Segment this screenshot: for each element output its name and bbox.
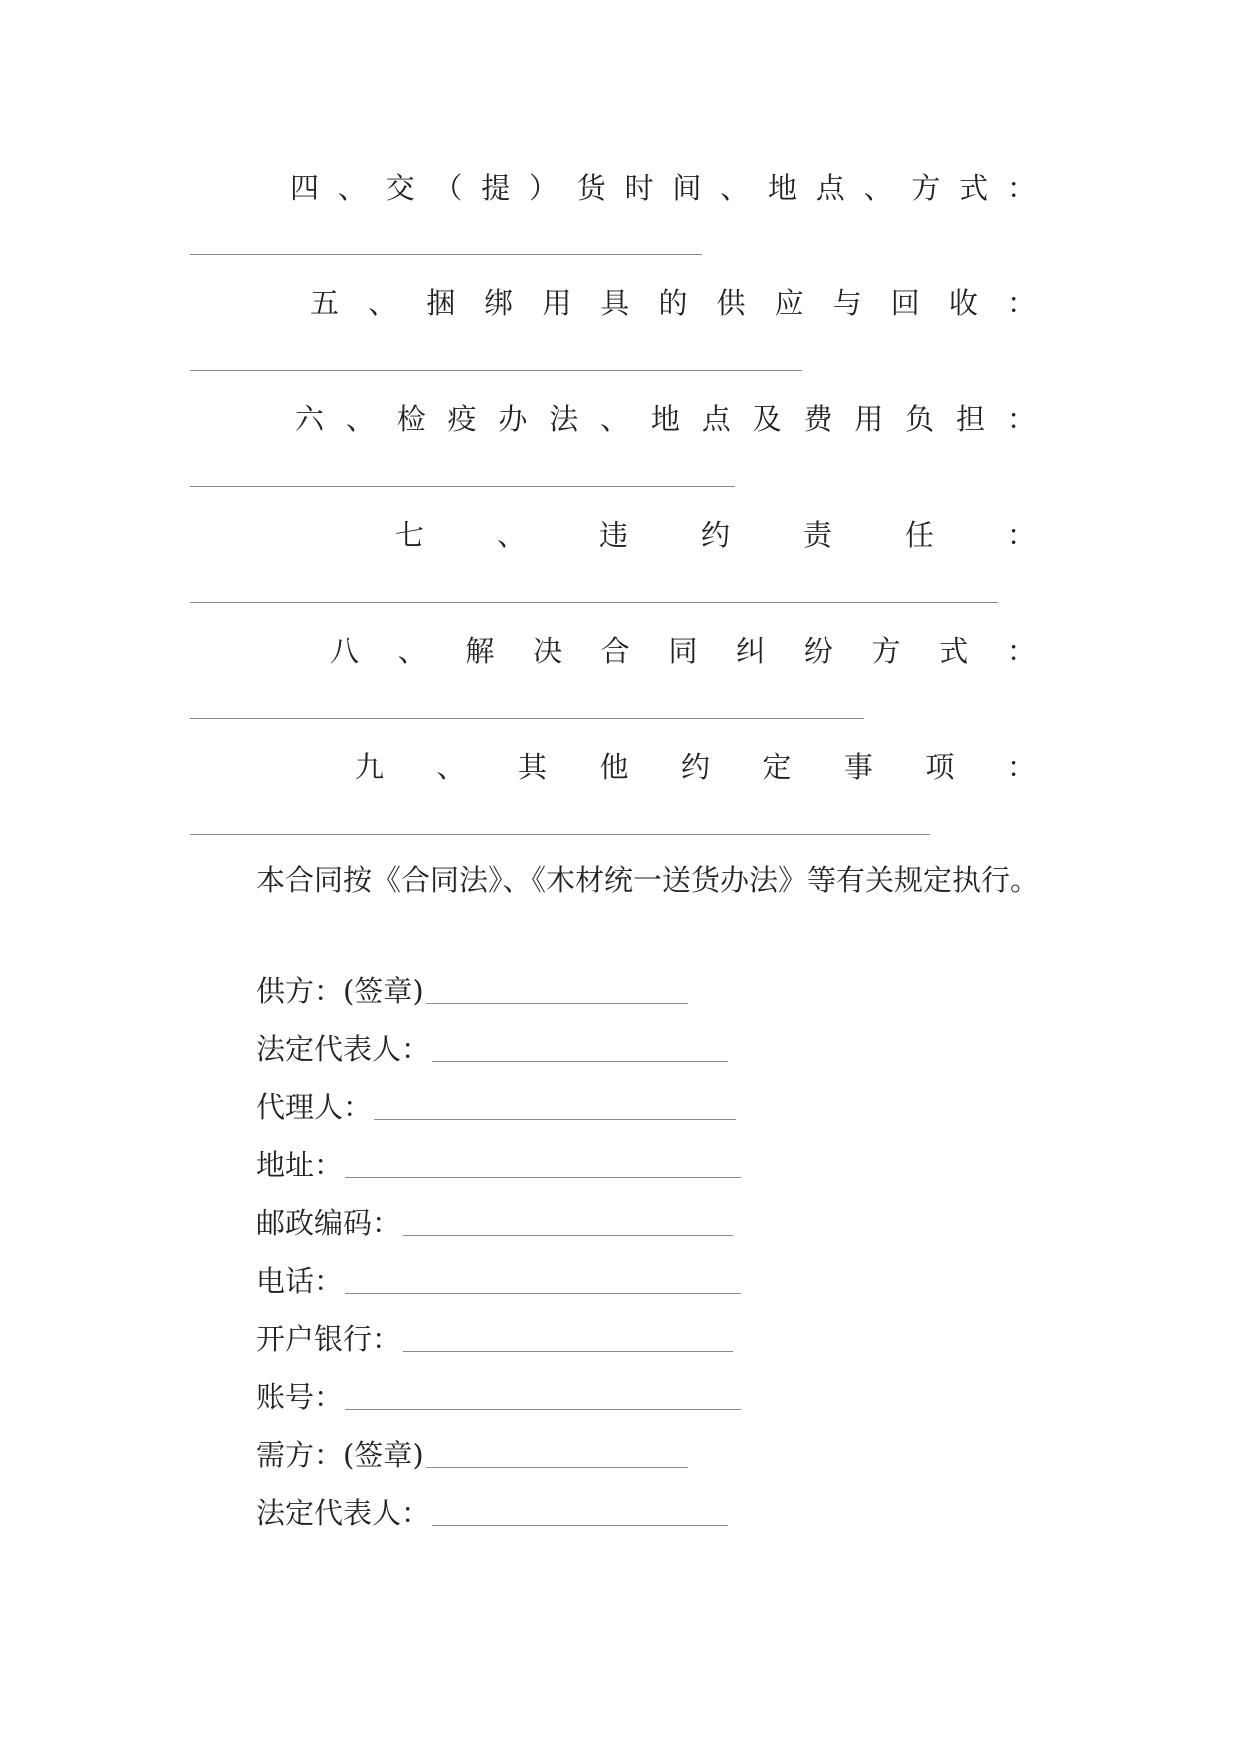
agent-field (256, 1086, 736, 1126)
address-field (256, 1144, 741, 1184)
clause-char: 办 (498, 401, 528, 436)
address-blank[interactable] (345, 1177, 741, 1178)
clause-char: 八 (330, 633, 360, 668)
legal-basis-paragraph: 本合同按《合同法》、《木材统一送货办法》等有关规定执行。 (256, 863, 1040, 897)
clause-char: 项 (925, 749, 955, 784)
clause-char: ： (1006, 633, 1036, 668)
clause-char: ： (1006, 749, 1036, 784)
clause-eight-blank[interactable] (190, 718, 864, 719)
phone-blank[interactable] (345, 1293, 741, 1294)
clause-char: 的 (658, 285, 688, 320)
buyer-legal-rep-label: 法定代表人： (256, 1496, 431, 1530)
agent-label: 代理人： (256, 1090, 373, 1124)
bank-blank[interactable] (403, 1351, 733, 1352)
clause-char: 、 (345, 401, 375, 436)
clause-char: 供 (716, 285, 746, 320)
account-label: 账号： (256, 1380, 344, 1414)
clause-char: 、 (337, 170, 367, 205)
supplier-signature-field (256, 970, 688, 1010)
clause-char: 用 (542, 285, 572, 320)
clause-char: 他 (599, 749, 629, 784)
phone-label: 电话： (256, 1264, 344, 1298)
clause-six-heading (295, 397, 1036, 437)
clause-char: 捆 (426, 285, 456, 320)
clause-char: 与 (832, 285, 862, 320)
clause-char: 式 (939, 633, 969, 668)
clause-eight-heading (330, 629, 1036, 669)
clause-char: 及 (752, 401, 782, 436)
clause-char: 事 (843, 749, 873, 784)
clause-char: 间 (672, 170, 702, 205)
clause-char: 任 (904, 517, 934, 552)
clause-char: 费 (803, 401, 833, 436)
clause-char: ： (1006, 285, 1036, 320)
clause-four-heading (290, 166, 1036, 206)
clause-char: ： (1006, 401, 1036, 436)
clause-char: 纠 (736, 633, 766, 668)
clause-char: 合 (600, 633, 630, 668)
clause-seven-blank[interactable] (190, 602, 998, 603)
clause-five-blank[interactable] (190, 370, 802, 371)
clause-char: 具 (600, 285, 630, 320)
clause-char: 解 (465, 633, 495, 668)
clause-char: 纷 (803, 633, 833, 668)
clause-char: 交 (385, 170, 415, 205)
buyer-signature-label: 需方：(签章) (256, 1438, 424, 1472)
clause-char: 时 (624, 170, 654, 205)
buyer-legal-rep-blank[interactable] (432, 1525, 728, 1526)
clause-char: 、 (863, 170, 893, 205)
agent-blank[interactable] (374, 1119, 736, 1120)
clause-five-heading (310, 281, 1036, 321)
clause-char: （ (433, 170, 463, 205)
clause-char: 疫 (447, 401, 477, 436)
clause-char: 应 (774, 285, 804, 320)
clause-char: 法 (549, 401, 579, 436)
clause-char: ： (1006, 170, 1036, 205)
buyer-signature-field (256, 1434, 688, 1474)
clause-four-blank[interactable] (190, 254, 702, 255)
clause-char: 担 (955, 401, 985, 436)
clause-char: 提 (481, 170, 511, 205)
postal-code-field (256, 1202, 733, 1242)
supplier-legal-rep-field (256, 1028, 728, 1068)
clause-six-blank[interactable] (190, 486, 735, 487)
account-blank[interactable] (345, 1409, 741, 1410)
supplier-legal-rep-blank[interactable] (432, 1061, 728, 1062)
clause-char: 用 (854, 401, 884, 436)
postal-code-blank[interactable] (403, 1235, 733, 1236)
clause-char: 回 (890, 285, 920, 320)
clause-char: 货 (576, 170, 606, 205)
clause-char: 、 (720, 170, 750, 205)
clause-char: 地 (767, 170, 797, 205)
clause-char: 方 (871, 633, 901, 668)
bank-field (256, 1318, 733, 1358)
clause-char: 定 (762, 749, 792, 784)
account-field (256, 1376, 741, 1416)
clause-char: 收 (948, 285, 978, 320)
buyer-signature-blank[interactable] (426, 1467, 688, 1468)
clause-char: 点 (701, 401, 731, 436)
clause-char: 约 (700, 517, 730, 552)
clause-char: 四 (290, 170, 320, 205)
clause-char: 式 (959, 170, 989, 205)
address-label: 地址： (256, 1148, 344, 1182)
clause-char: 七 (395, 517, 425, 552)
clause-char: 违 (598, 517, 628, 552)
clause-char: 、 (397, 633, 427, 668)
clause-char: 六 (295, 401, 325, 436)
clause-char: 、 (600, 401, 630, 436)
clause-char: 决 (533, 633, 563, 668)
supplier-signature-blank[interactable] (426, 1003, 688, 1004)
clause-char: ： (1006, 517, 1036, 552)
clause-char: 负 (905, 401, 935, 436)
clause-char: 点 (815, 170, 845, 205)
clause-char: 责 (802, 517, 832, 552)
buyer-legal-rep-field (256, 1492, 728, 1532)
clause-char: 、 (368, 285, 398, 320)
clause-char: 约 (680, 749, 710, 784)
bank-label: 开户银行： (256, 1322, 402, 1356)
clause-char: 、 (496, 517, 526, 552)
clause-char: 绑 (484, 285, 514, 320)
clause-char: 、 (436, 749, 466, 784)
supplier-legal-rep-label: 法定代表人： (256, 1032, 431, 1066)
clause-char: 地 (650, 401, 680, 436)
clause-char: 其 (517, 749, 547, 784)
phone-field (256, 1260, 741, 1300)
clause-char: 九 (355, 749, 385, 784)
clause-char: ） (528, 170, 558, 205)
clause-char: 检 (396, 401, 426, 436)
clause-char: 方 (911, 170, 941, 205)
postal-code-label: 邮政编码： (256, 1206, 402, 1240)
clause-char: 同 (668, 633, 698, 668)
clause-nine-heading (355, 745, 1036, 785)
clause-nine-blank[interactable] (190, 834, 930, 835)
clause-char: 五 (310, 285, 340, 320)
clause-seven-heading (395, 513, 1036, 553)
supplier-signature-label: 供方：(签章) (256, 974, 424, 1008)
